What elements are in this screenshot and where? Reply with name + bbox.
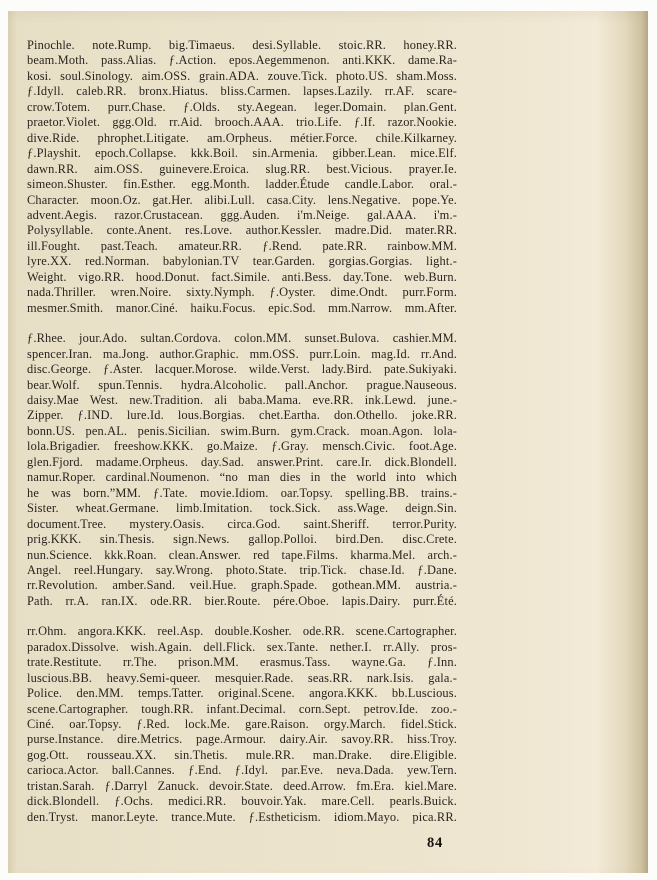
text-block: [27, 38, 457, 825]
text-line: advent.Aegis. razor.Crustacean. ggg.Auden. i'm.Neige. gal.AAA. i'm.-: [27, 207, 457, 222]
text-line: dawn.RR. aim.OSS. guinevere.Eroica. slug.RR. best.Vicious. prayer.Ie.: [27, 161, 457, 176]
text-line: ƒ.Idyll. caleb.RR. bronx.Hiatus. bliss.Carmen. lapses.Lazily. rr.AF. scare-: [27, 84, 457, 99]
text-line: disc.George. ƒ.Aster. lacquer.Morose. wilde.Verst. lady.Bird. pate.Sukiyaki.: [27, 362, 457, 377]
text-line: daisy.Mae West. new.Tradition. ali baba.Mama. eve.RR. ink.Lewd. june.-: [27, 392, 457, 407]
text-line: glen.Fjord. madame.Orpheus. day.Sad. answer.Print. care.Ir. dick.Blondell.: [27, 454, 457, 469]
text-line: tristan.Sarah. ƒ.Darryl Zanuck. devoir.State. deed.Arrow. fm.Era. kiel.Mare.: [27, 778, 457, 793]
text-line: Weight. vigo.RR. hood.Donut. fact.Simile. anti.Bess. day.Tone. web.Burn.: [27, 269, 457, 284]
text-line: bonn.US. pen.AL. penis.Sicilian. swim.Burn. gym.Crack. moan.Agon. lola-: [27, 423, 457, 438]
text-line: den.Tryst. manor.Leyte. trance.Mute. ƒ.Estheticism. idiom.Mayo. pica.RR.: [27, 809, 457, 824]
text-line: praetor.Violet. ggg.Old. rr.Aid. brooch.AAA. trio.Life. ƒ.If. razor.Nookie.: [27, 115, 457, 130]
text-line: trate.Restitute. rr.The. prison.MM. erasmus.Tass. wayne.Ga. ƒ.Inn.: [27, 655, 457, 670]
text-line: carioca.Actor. ball.Cannes. ƒ.End. ƒ.Idyl. par.Eve. neva.Dada. yew.Tern.: [27, 763, 457, 778]
text-line: ƒ.Playshit. epoch.Collapse. kkk.Boil. sin.Armenia. gibber.Lean. mice.Elf.: [27, 146, 457, 161]
text-line: rr.Ohm. angora.KKK. reel.Asp. double.Kosher. ode.RR. scene.Cartographer.: [27, 624, 457, 639]
text-line: ƒ.Rhee. jour.Ado. sultan.Cordova. colon.MM. sunset.Bulova. cashier.MM.: [27, 331, 457, 346]
text-line: spencer.Iran. ma.Jong. author.Graphic. mm.OSS. purr.Loin. mag.Id. rr.And.: [27, 346, 457, 361]
text-line: ill.Fought. past.Teach. amateur.RR. ƒ.Rend. pate.RR. rainbow.MM.: [27, 238, 457, 253]
text-line: lyre.XX. red.Norman. babylonian.TV tear.Garden. gorgias.Gorgias. light.-: [27, 254, 457, 269]
text-line: Sister. wheat.Germane. limb.Imitation. tock.Sick. ass.Wage. deign.Sin.: [27, 501, 457, 516]
page-number: 84: [426, 835, 444, 851]
text-line: paradox.Dissolve. wish.Again. dell.Flick. sex.Tante. nether.I. rr.Ally. pros-: [27, 639, 457, 654]
text-line: nada.Thriller. wren.Noire. sixty.Nymph. ƒ.Oyster. dime.Ondt. purr.Form.: [27, 285, 457, 300]
text-line: Zipper. ƒ.IND. lure.Id. lous.Borgias. chet.Eartha. don.Othello. joke.RR.: [27, 408, 457, 423]
text-line: dive.Ride. phrophet.Litigate. am.Orpheus. métier.Force. chile.Kilkarney.: [27, 130, 457, 145]
text-line: scene.Cartographer. tough.RR. infant.Decimal. corn.Sept. petrov.Ide. zoo.-: [27, 701, 457, 716]
text-line: he was born.”MM. ƒ.Tate. movie.Idiom. oar.Topsy. spelling.BB. trains.-: [27, 485, 457, 500]
text-line: nun.Science. kkk.Roan. clean.Answer. red tape.Films. kharma.Mel. arch.-: [27, 547, 457, 562]
paragraph: [27, 624, 457, 825]
book-page-scan: [8, 11, 648, 873]
text-line: Path. rr.A. ran.IX. ode.RR. bier.Route. pére.Oboe. lapis.Dairy. purr.Été.: [27, 593, 457, 608]
text-line: luscious.BB. heavy.Semi-queer. mesquier.Rade. seas.RR. nark.Isis. gala.-: [27, 670, 457, 685]
text-line: lola.Brigadier. freeshow.KKK. go.Maize. ƒ.Gray. mensch.Civic. foot.Age.: [27, 439, 457, 454]
text-line: Police. den.MM. temps.Tatter. original.Scene. angora.KKK. bb.Luscious.: [27, 686, 457, 701]
text-line: Polysyllable. conte.Anent. res.Love. author.Kessler. madre.Did. mater.RR.: [27, 223, 457, 238]
text-line: kosi. soul.Sinology. aim.OSS. grain.ADA. zouve.Tick. photo.US. sham.Moss.: [27, 68, 457, 83]
text-line: document.Tree. mystery.Oasis. circa.God. saint.Sheriff. terror.Purity.: [27, 516, 457, 531]
text-line: prig.KKK. sin.Thesis. sign.News. gallop.Polloi. bird.Den. disc.Crete.: [27, 532, 457, 547]
paragraph: [27, 331, 457, 609]
text-line: Angel. reel.Hungary. say.Wrong. photo.State. trip.Tick. chase.Id. ƒ.Dane.: [27, 562, 457, 577]
text-line: rr.Revolution. amber.Sand. veil.Hue. graph.Spade. gothean.MM. austria.-: [27, 578, 457, 593]
text-line: Pinochle. note.Rump. big.Timaeus. desi.Syllable. stoic.RR. honey.RR.: [27, 38, 457, 52]
text-line: crow.Totem. purr.Chase. ƒ.Olds. sty.Aegean. leger.Domain. plan.Gent.: [27, 99, 457, 114]
text-line: mesmer.Smith. manor.Ciné. haiku.Focus. epic.Sod. mm.Narrow. mm.After.: [27, 300, 457, 315]
paragraph: [27, 38, 457, 316]
text-line: beam.Moth. pass.Alias. ƒ.Action. epos.Aegemmenon. anti.KKK. dame.Ra-: [27, 53, 457, 68]
text-line: namur.Roper. cardinal.Noumenon. “no man dies in the world into which: [27, 470, 457, 485]
text-line: dick.Blondell. ƒ.Ochs. medici.RR. bouvoir.Yak. mare.Cell. pearls.Buick.: [27, 794, 457, 809]
text-line: Ciné. oar.Topsy. ƒ.Red. lock.Me. gare.Raison. orgy.March. fidel.Stick.: [27, 717, 457, 732]
text-line: simeon.Shuster. fin.Esther. egg.Month. ladder.Étude candle.Labor. oral.-: [27, 177, 457, 192]
text-line: gog.Ott. rousseau.XX. sin.Thetis. mule.RR. man.Drake. dire.Eligible.: [27, 747, 457, 762]
text-line: bear.Wolf. spun.Tennis. hydra.Alcoholic. pall.Anchor. prague.Nauseous.: [27, 377, 457, 392]
text-line: Character. moon.Oz. gat.Her. alibi.Lull. casa.City. lens.Negative. pope.Ye.: [27, 192, 457, 207]
text-line: purse.Instance. dire.Metrics. page.Armour. dairy.Air. savoy.RR. hiss.Troy.: [27, 732, 457, 747]
